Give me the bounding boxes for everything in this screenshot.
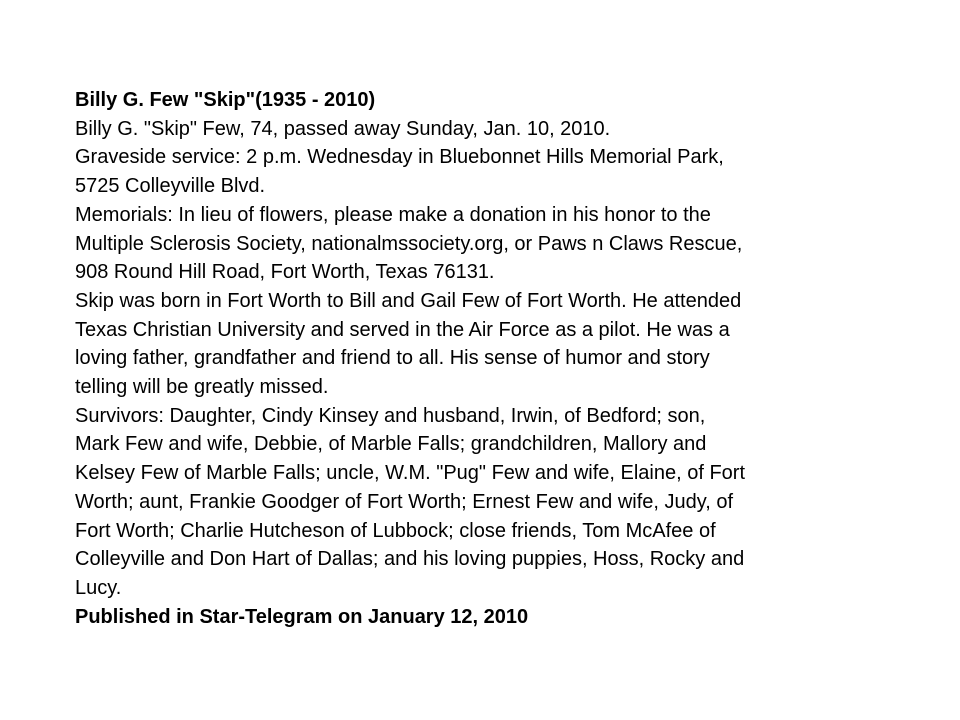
obituary-line: telling will be greatly missed. [75,376,329,399]
obituary-document [75,86,915,631]
obituary-line: loving father, grandfather and friend to all. His sense of humor and story [75,347,710,370]
obituary-line: Skip was born in Fort Worth to Bill and Gail Few of Fort Worth. He attended [75,289,742,312]
obituary-line: Graveside service: 2 p.m. Wednesday in Bluebonnet Hills Memorial Park, [75,146,724,169]
obituary-line: Worth; aunt, Frankie Goodger of Fort Worth; Ernest Few and wife, Judy, of [75,490,734,513]
obituary-line: Survivors: Daughter, Cindy Kinsey and husband, Irwin, of Bedford; son, [75,404,706,427]
obituary-line: Fort Worth; Charlie Hutcheson of Lubbock; close friends, Tom McAfee of [75,519,716,542]
obituary-line: Lucy. [75,576,122,599]
obituary-line: Billy G. "Skip" Few, 74, passed away Sunday, Jan. 10, 2010. [75,117,611,140]
obituary-line: Colleyville and Don Hart of Dallas; and his loving puppies, Hoss, Rocky and [75,548,745,571]
obituary-heading: Billy G. Few "Skip"(1935 - 2010) [75,89,376,111]
obituary-line: Kelsey Few of Marble Falls; uncle, W.M. "Pug" Few and wife, Elaine, of Fort [75,462,746,485]
obituary-line: Texas Christian University and served in the Air Force as a pilot. He was a [75,318,730,341]
obituary-line: Mark Few and wife, Debbie, of Marble Falls; grandchildren, Mallory and [75,433,707,456]
obituary-line: 5725 Colleyville Blvd. [75,175,266,198]
publication-footer: Published in Star-Telegram on January 12, 2010 [75,605,529,628]
obituary-line: Multiple Sclerosis Society, nationalmssociety.org, or Paws n Claws Rescue, [75,232,743,255]
obituary-line: 908 Round Hill Road, Fort Worth, Texas 76131. [75,261,495,284]
obituary-line: Memorials: In lieu of flowers, please make a donation in his honor to the [75,203,711,226]
